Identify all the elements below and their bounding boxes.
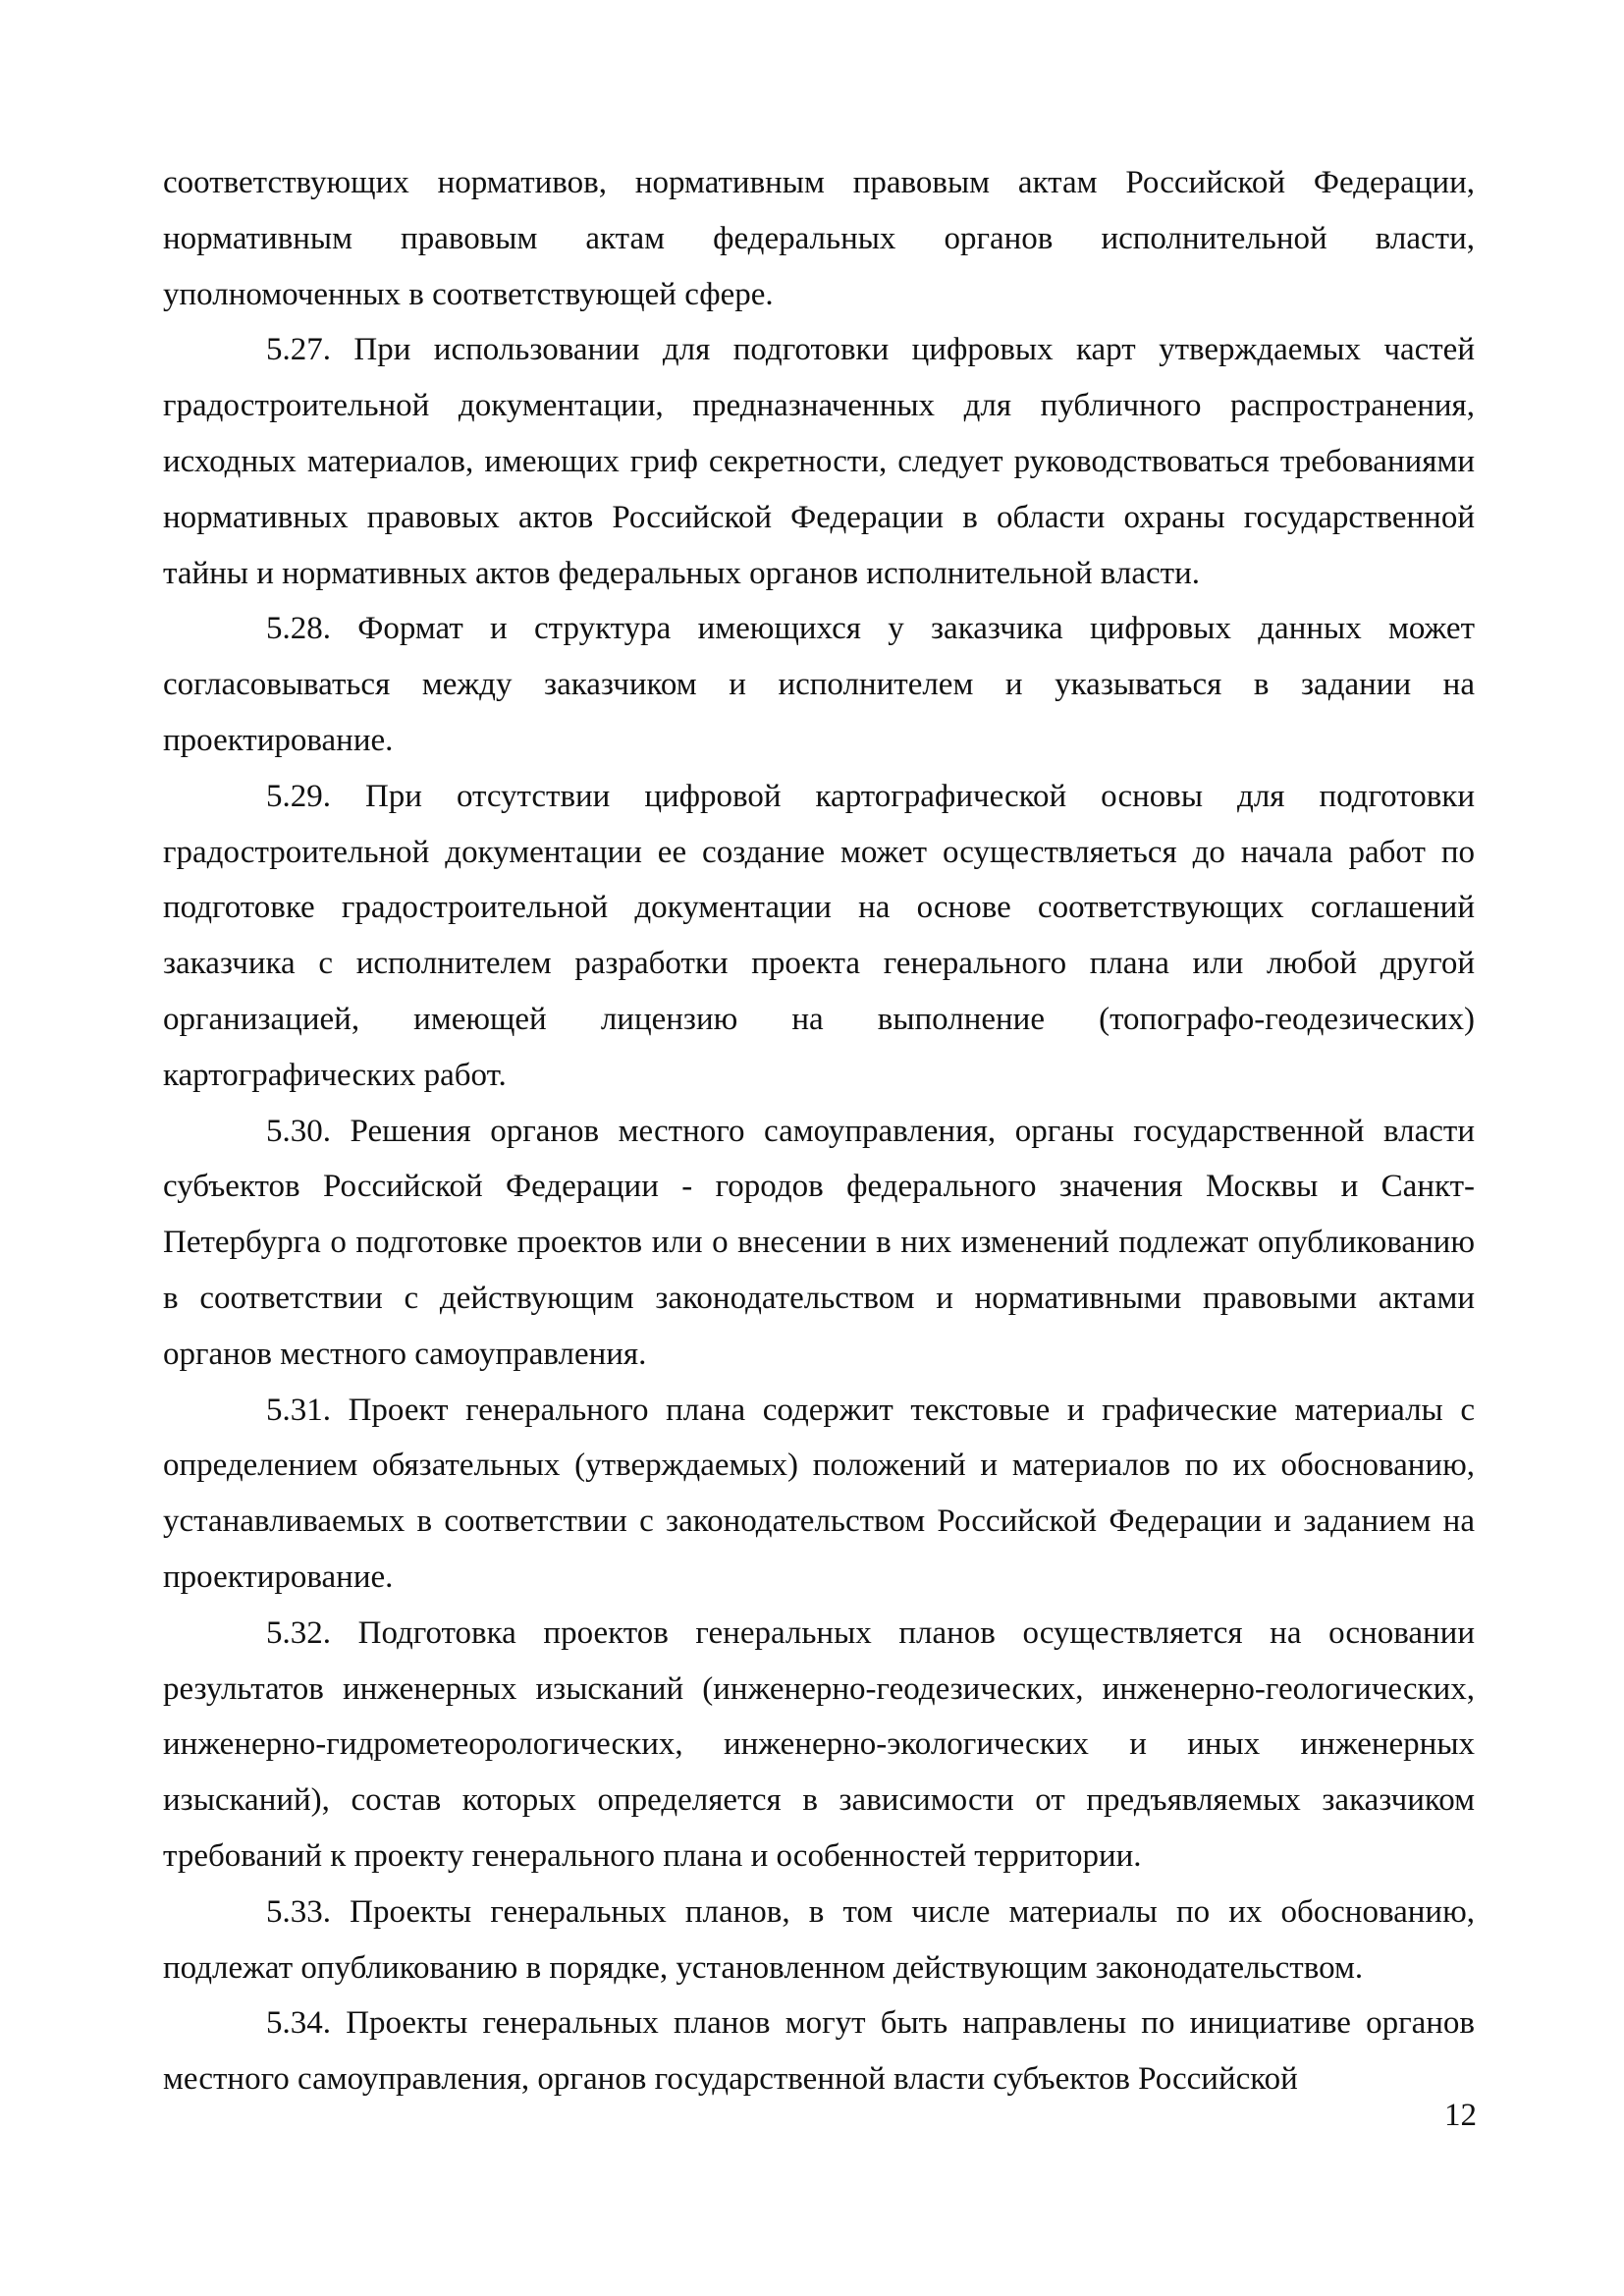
paragraph-5-33: 5.33. Проекты генеральных планов, в том числе материалы по их обоснованию, подлежат опубликованию в порядке, установленном действующим законодательством. [163, 1893, 1475, 1986]
paragraph-5-27: 5.27. При использовании для подготовки цифровых карт утверждаемых частей градостроительной документации, предназначенных для публичного распространения, исходных материалов, имеющих гриф секретности, следует руководствоваться требованиями нормативных правовых актов Российской Федерации в области охраны государственной тайны и нормативных актов федеральных органов исполнительной власти. [163, 332, 1475, 591]
paragraph-5-31: 5.31. Проект генерального плана содержит текстовые и графические материалы с определением обязательных (утверждаемых) положений и материалов по их обоснованию, устанавливаемых в соответствии с законодательством Российской Федерации и заданием на проектирование. [163, 1392, 1475, 1595]
paragraph-5-34: 5.34. Проекты генеральных планов могут быть направлены по инициативе органов местного самоуправления, органов государственной власти субъектов Российской [163, 2005, 1475, 2098]
paragraph-5-30: 5.30. Решения органов местного самоуправления, органы государственной власти субъектов Российской Федерации - городов федерального значения Москвы и Санкт-Петербурга о подготовке проектов или о внесении в них изменений подлежат опубликованию в соответствии с действующим законодательством и нормативными правовыми актами органов местного самоуправления. [163, 1113, 1475, 1372]
document-body [163, 155, 1475, 2107]
paragraph-5-29: 5.29. При отсутствии цифровой картографической основы для подготовки градостроительной документации ее создание может осуществляеться до начала работ по подготовке градостроительной документации на основе соответствующих соглашений заказчика с исполнителем разработки проекта генерального плана или любой другой организацией, имеющей лицензию на выполнение (топографо-геодезических) картографических работ. [163, 778, 1475, 1093]
paragraph-continuation: соответствующих нормативов, нормативным правовым актам Российской Федерации, нормативным правовым актам федеральных органов исполнительной власти, уполномоченных в соответствующей сфере. [163, 165, 1475, 312]
paragraph-5-28: 5.28. Формат и структура имеющихся у заказчика цифровых данных может согласовываться между заказчиком и исполнителем и указываться в задании на проектирование. [163, 611, 1475, 758]
page-number: 12 [1444, 2098, 1477, 2133]
paragraph-5-32: 5.32. Подготовка проектов генеральных планов осуществляется на основании результатов инженерных изысканий (инженерно-геодезических, инженерно-геологических, инженерно-гидрометеорологических, инженерно-экологических и иных инженерных изысканий), состав которых определяется в зависимости от предъявляемых заказчиком требований к проекту генерального плана и особенностей территории. [163, 1614, 1475, 1874]
